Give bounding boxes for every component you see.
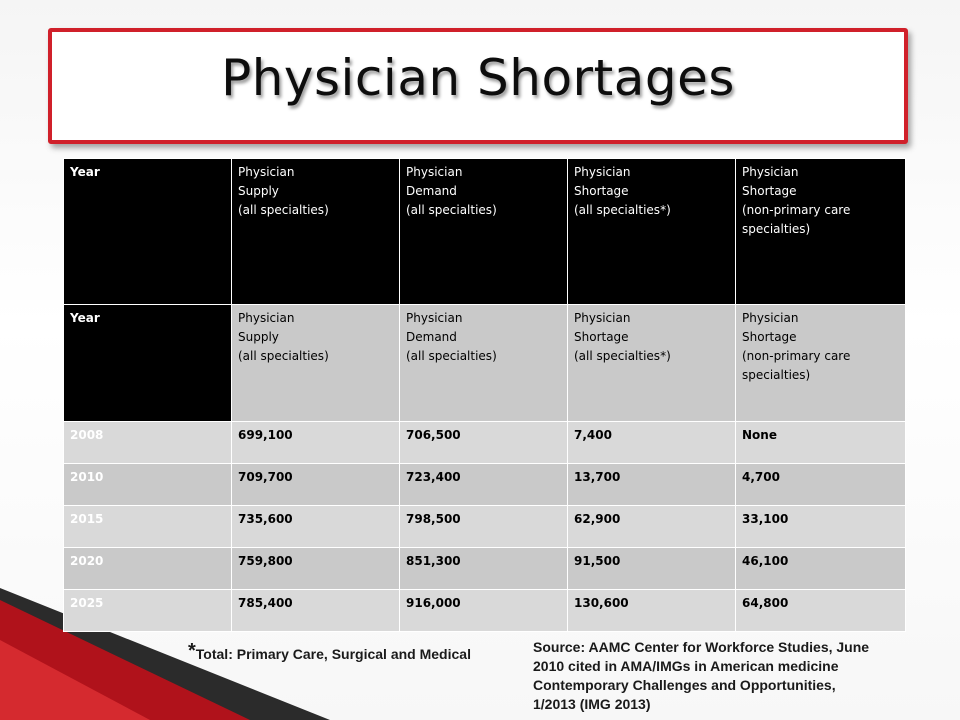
cell-supply: 735,600 bbox=[232, 506, 400, 548]
cell-year: 2010 bbox=[64, 464, 232, 506]
cell-shortage-nonprimary: None bbox=[736, 422, 906, 464]
table-row bbox=[64, 590, 906, 632]
page-title: Physician Shortages bbox=[221, 49, 735, 107]
header-demand: Physician Demand (all specialties) bbox=[400, 159, 568, 305]
table-row bbox=[64, 548, 906, 590]
header-shortage-all: Physician Shortage (all specialties*) bbox=[568, 305, 736, 422]
header-demand: Physician Demand (all specialties) bbox=[400, 305, 568, 422]
cell-shortage-all: 91,500 bbox=[568, 548, 736, 590]
cell-year: 2020 bbox=[64, 548, 232, 590]
cell-demand: 851,300 bbox=[400, 548, 568, 590]
cell-supply: 699,100 bbox=[232, 422, 400, 464]
table-row bbox=[64, 422, 906, 464]
cell-demand: 798,500 bbox=[400, 506, 568, 548]
source-line: Contemporary Challenges and Opportunities, bbox=[533, 677, 836, 693]
footnote-text: Total: Primary Care, Surgical and Medical bbox=[195, 646, 471, 662]
cell-shortage-all: 13,700 bbox=[568, 464, 736, 506]
cell-demand: 723,400 bbox=[400, 464, 568, 506]
cell-shortage-all: 7,400 bbox=[568, 422, 736, 464]
cell-year: 2015 bbox=[64, 506, 232, 548]
source-line: Source: AAMC Center for Workforce Studies, June bbox=[533, 639, 870, 655]
cell-supply: 759,800 bbox=[232, 548, 400, 590]
table-header-row bbox=[64, 159, 906, 305]
source-line: 1/2013 (IMG 2013) bbox=[533, 696, 651, 712]
cell-year: 2025 bbox=[64, 590, 232, 632]
cell-supply: 709,700 bbox=[232, 464, 400, 506]
cell-shortage-nonprimary: 46,100 bbox=[736, 548, 906, 590]
table-row bbox=[64, 464, 906, 506]
footnote bbox=[188, 640, 471, 663]
physician-shortage-table bbox=[63, 158, 906, 632]
header-shortage-all: Physician Shortage (all specialties*) bbox=[568, 159, 736, 305]
source-line: 2010 cited in AMA/IMGs in American medicine bbox=[533, 658, 839, 674]
header-year: Year bbox=[64, 305, 232, 422]
cell-year: 2008 bbox=[64, 422, 232, 464]
cell-shortage-all: 130,600 bbox=[568, 590, 736, 632]
cell-shortage-all: 62,900 bbox=[568, 506, 736, 548]
header-shortage-nonprimary: Physician Shortage (non-primary care specialties) bbox=[736, 305, 906, 422]
cell-shortage-nonprimary: 33,100 bbox=[736, 506, 906, 548]
table-header-row bbox=[64, 305, 906, 422]
title-box bbox=[48, 28, 908, 144]
source-citation bbox=[533, 638, 938, 714]
cell-demand: 916,000 bbox=[400, 590, 568, 632]
header-year: Year bbox=[64, 159, 232, 305]
header-supply: Physician Supply (all specialties) bbox=[232, 159, 400, 305]
header-supply: Physician Supply (all specialties) bbox=[232, 305, 400, 422]
footnote-marker: * bbox=[188, 640, 196, 662]
header-shortage-nonprimary: Physician Shortage (non-primary care specialties) bbox=[736, 159, 906, 305]
cell-shortage-nonprimary: 4,700 bbox=[736, 464, 906, 506]
cell-supply: 785,400 bbox=[232, 590, 400, 632]
cell-shortage-nonprimary: 64,800 bbox=[736, 590, 906, 632]
cell-demand: 706,500 bbox=[400, 422, 568, 464]
table-row bbox=[64, 506, 906, 548]
